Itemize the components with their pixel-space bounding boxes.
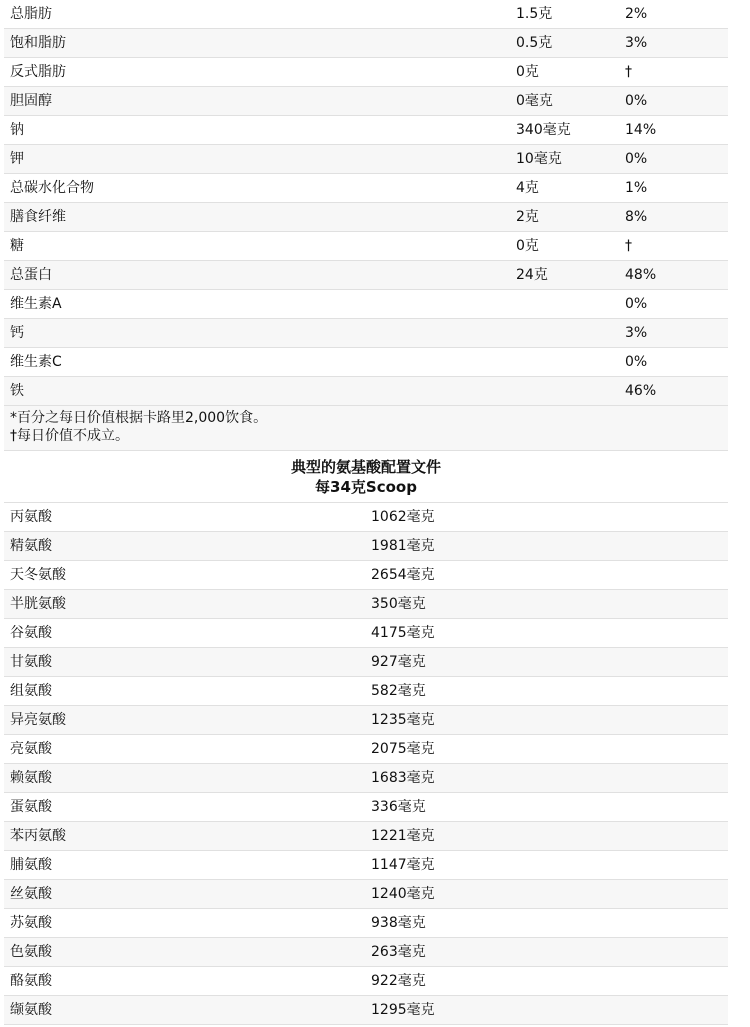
amino-acid-name: 苯丙氨酸 <box>4 822 365 851</box>
amino-acid-row <box>4 619 728 648</box>
nutrient-row <box>4 319 728 348</box>
nutrient-name: 钾 <box>4 145 510 174</box>
nutrient-amount: 0克 <box>510 58 619 87</box>
amino-acid-row <box>4 677 728 706</box>
nutrient-daily-value: 14% <box>619 116 728 145</box>
amino-acid-amount: 922毫克 <box>365 967 728 996</box>
amino-acid-name: 苏氨酸 <box>4 909 365 938</box>
nutrient-row <box>4 290 728 319</box>
nutrient-name: 铁 <box>4 377 510 406</box>
nutrient-row <box>4 116 728 145</box>
nutrient-daily-value: 0% <box>619 145 728 174</box>
amino-acid-amount: 2075毫克 <box>365 735 728 764</box>
nutrient-amount <box>510 348 619 377</box>
amino-acid-amount: 1683毫克 <box>365 764 728 793</box>
nutrient-daily-value: 2% <box>619 0 728 29</box>
amino-acid-table-body <box>4 503 728 1025</box>
nutrient-name: 膳食纤维 <box>4 203 510 232</box>
nutrient-name: 钙 <box>4 319 510 348</box>
amino-acid-row <box>4 561 728 590</box>
nutrient-amount: 1.5克 <box>510 0 619 29</box>
amino-acid-amount: 1981毫克 <box>365 532 728 561</box>
amino-acid-row <box>4 967 728 996</box>
amino-acid-row <box>4 793 728 822</box>
amino-acid-name: 丝氨酸 <box>4 880 365 909</box>
nutrient-daily-value: † <box>619 58 728 87</box>
nutrient-daily-value: † <box>619 232 728 261</box>
nutrient-daily-value: 0% <box>619 87 728 116</box>
amino-acid-name: 赖氨酸 <box>4 764 365 793</box>
amino-acid-name: 色氨酸 <box>4 938 365 967</box>
amino-acid-name: 丙氨酸 <box>4 503 365 532</box>
nutrient-amount: 0克 <box>510 232 619 261</box>
amino-acid-row <box>4 880 728 909</box>
nutrient-name: 总碳水化合物 <box>4 174 510 203</box>
amino-acid-amount: 2654毫克 <box>365 561 728 590</box>
amino-acid-name: 蛋氨酸 <box>4 793 365 822</box>
nutrient-amount: 24克 <box>510 261 619 290</box>
amino-acid-table <box>4 503 728 1025</box>
amino-acid-row <box>4 822 728 851</box>
nutrient-row <box>4 87 728 116</box>
nutrient-amount: 0毫克 <box>510 87 619 116</box>
nutrition-facts-panel <box>4 0 728 1025</box>
amino-acid-row <box>4 938 728 967</box>
amino-acid-amount: 1295毫克 <box>365 996 728 1025</box>
amino-acid-row <box>4 648 728 677</box>
nutrient-daily-value: 1% <box>619 174 728 203</box>
amino-profile-title: 典型的氨基酸配置文件 <box>290 458 441 476</box>
nutrient-daily-value: 8% <box>619 203 728 232</box>
amino-acid-row <box>4 909 728 938</box>
nutrient-name: 糖 <box>4 232 510 261</box>
amino-acid-name: 缬氨酸 <box>4 996 365 1025</box>
nutrient-daily-value: 48% <box>619 261 728 290</box>
amino-acid-amount: 938毫克 <box>365 909 728 938</box>
nutrient-row <box>4 0 728 29</box>
amino-acid-row <box>4 532 728 561</box>
amino-acid-row <box>4 590 728 619</box>
nutrient-row <box>4 348 728 377</box>
nutrient-name: 维生素A <box>4 290 510 319</box>
nutrient-row <box>4 377 728 406</box>
not-established-footnote: †每日价值不成立。 <box>10 428 129 444</box>
amino-acid-row <box>4 851 728 880</box>
nutrient-amount: 4克 <box>510 174 619 203</box>
nutrient-name: 饱和脂肪 <box>4 29 510 58</box>
nutrient-daily-value: 0% <box>619 290 728 319</box>
nutrient-row <box>4 145 728 174</box>
nutrient-daily-value: 46% <box>619 377 728 406</box>
nutrient-amount: 10毫克 <box>510 145 619 174</box>
nutrient-name: 反式脂肪 <box>4 58 510 87</box>
nutrient-daily-value: 3% <box>619 319 728 348</box>
nutrient-row <box>4 261 728 290</box>
amino-profile-header <box>4 451 728 503</box>
nutrient-amount <box>510 290 619 319</box>
nutrition-table <box>4 0 728 406</box>
amino-acid-amount: 350毫克 <box>365 590 728 619</box>
nutrition-table-body <box>4 0 728 406</box>
nutrient-row <box>4 29 728 58</box>
amino-serving-size: 每34克Scoop <box>315 478 417 496</box>
amino-acid-amount: 4175毫克 <box>365 619 728 648</box>
amino-acid-amount: 263毫克 <box>365 938 728 967</box>
amino-acid-amount: 927毫克 <box>365 648 728 677</box>
amino-acid-amount: 1147毫克 <box>365 851 728 880</box>
nutrient-amount <box>510 319 619 348</box>
amino-acid-name: 半胱氨酸 <box>4 590 365 619</box>
amino-acid-name: 组氨酸 <box>4 677 365 706</box>
nutrient-name: 胆固醇 <box>4 87 510 116</box>
amino-acid-row <box>4 735 728 764</box>
nutrient-row <box>4 58 728 87</box>
amino-acid-name: 天冬氨酸 <box>4 561 365 590</box>
amino-acid-amount: 1221毫克 <box>365 822 728 851</box>
amino-acid-amount: 336毫克 <box>365 793 728 822</box>
nutrient-name: 总脂肪 <box>4 0 510 29</box>
nutrient-name: 维生素C <box>4 348 510 377</box>
amino-acid-row <box>4 996 728 1025</box>
nutrient-amount <box>510 377 619 406</box>
amino-acid-name: 酪氨酸 <box>4 967 365 996</box>
daily-value-footnote: *百分之每日价值根据卡路里2,000饮食。 <box>10 410 268 426</box>
nutrient-name: 钠 <box>4 116 510 145</box>
amino-acid-name: 谷氨酸 <box>4 619 365 648</box>
amino-acid-amount: 582毫克 <box>365 677 728 706</box>
nutrient-row <box>4 203 728 232</box>
nutrient-amount: 0.5克 <box>510 29 619 58</box>
nutrition-footnotes <box>4 406 728 451</box>
nutrient-amount: 340毫克 <box>510 116 619 145</box>
amino-acid-name: 脯氨酸 <box>4 851 365 880</box>
amino-acid-row <box>4 764 728 793</box>
amino-acid-name: 亮氨酸 <box>4 735 365 764</box>
amino-acid-amount: 1235毫克 <box>365 706 728 735</box>
nutrient-daily-value: 3% <box>619 29 728 58</box>
amino-acid-amount: 1062毫克 <box>365 503 728 532</box>
nutrient-name: 总蛋白 <box>4 261 510 290</box>
nutrient-daily-value: 0% <box>619 348 728 377</box>
amino-acid-amount: 1240毫克 <box>365 880 728 909</box>
amino-acid-name: 精氨酸 <box>4 532 365 561</box>
nutrient-row <box>4 232 728 261</box>
amino-acid-row <box>4 706 728 735</box>
nutrient-amount: 2克 <box>510 203 619 232</box>
amino-acid-row <box>4 503 728 532</box>
nutrient-row <box>4 174 728 203</box>
amino-acid-name: 甘氨酸 <box>4 648 365 677</box>
amino-acid-name: 异亮氨酸 <box>4 706 365 735</box>
